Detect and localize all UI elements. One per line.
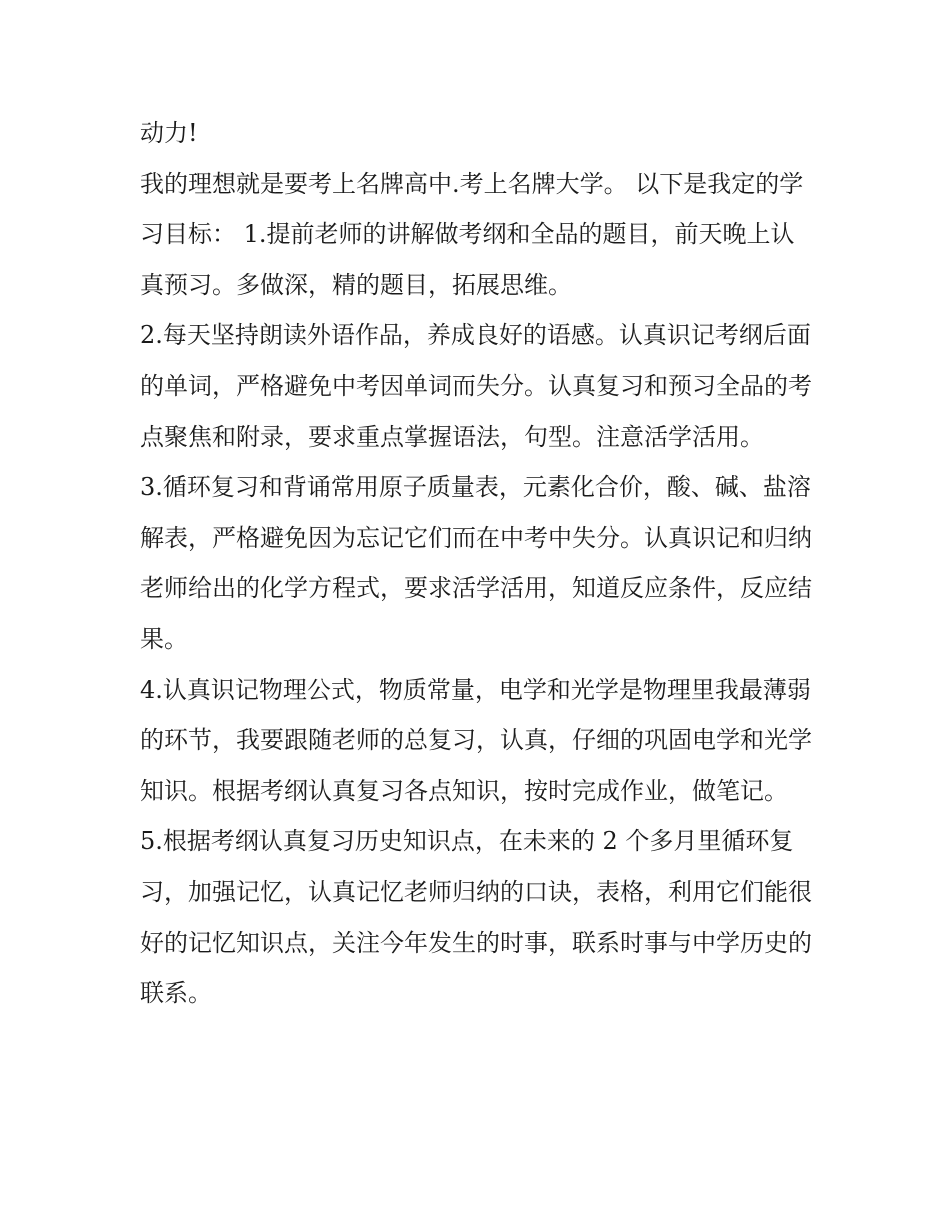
paragraph-goal-2: 2.每天坚持朗读外语作品，养成良好的语感。认真识记考纲后面的单词，严格避免中考因单词而失分。认真复习和预习全品的考点聚焦和附录，要求重点掌握语法，句型。注意活学活用。 (140, 321, 812, 451)
paragraph-goal-1: 我的理想就是要考上名牌高中.考上名牌大学。 以下是我定的学习目标： 1.提前老师的讲解做考纲和全品的题目，前天晚上认真预习。多做深，精的题目，拓展思维。 (140, 169, 804, 299)
document-body (140, 108, 815, 1019)
paragraph-goal-4: 4.认真识记物理公式，物质常量，电学和光学是物理里我最薄弱的环节，我要跟随老师的总复习，认真，仔细的巩固电学和光学知识。根据考纲认真复习各点知识，按时完成作业，做笔记。 (140, 675, 812, 805)
paragraph-intro: 动力! (140, 119, 198, 147)
paragraph-goal-5: 5.根据考纲认真复习历史知识点，在未来的 2 个多月里循环复习，加强记忆，认真记忆老师归纳的口诀，表格，利用它们能很好的记忆知识点，关注今年发生的时事，联系时事与中学历史的联系。 (140, 827, 812, 1008)
paragraph-goal-3: 3.循环复习和背诵常用原子质量表，元素化合价，酸、碱、盐溶解表，严格避免因为忘记它们而在中考中失分。认真识记和归纳老师给出的化学方程式，要求活学活用，知道反应条件，反应结果。 (140, 473, 812, 653)
